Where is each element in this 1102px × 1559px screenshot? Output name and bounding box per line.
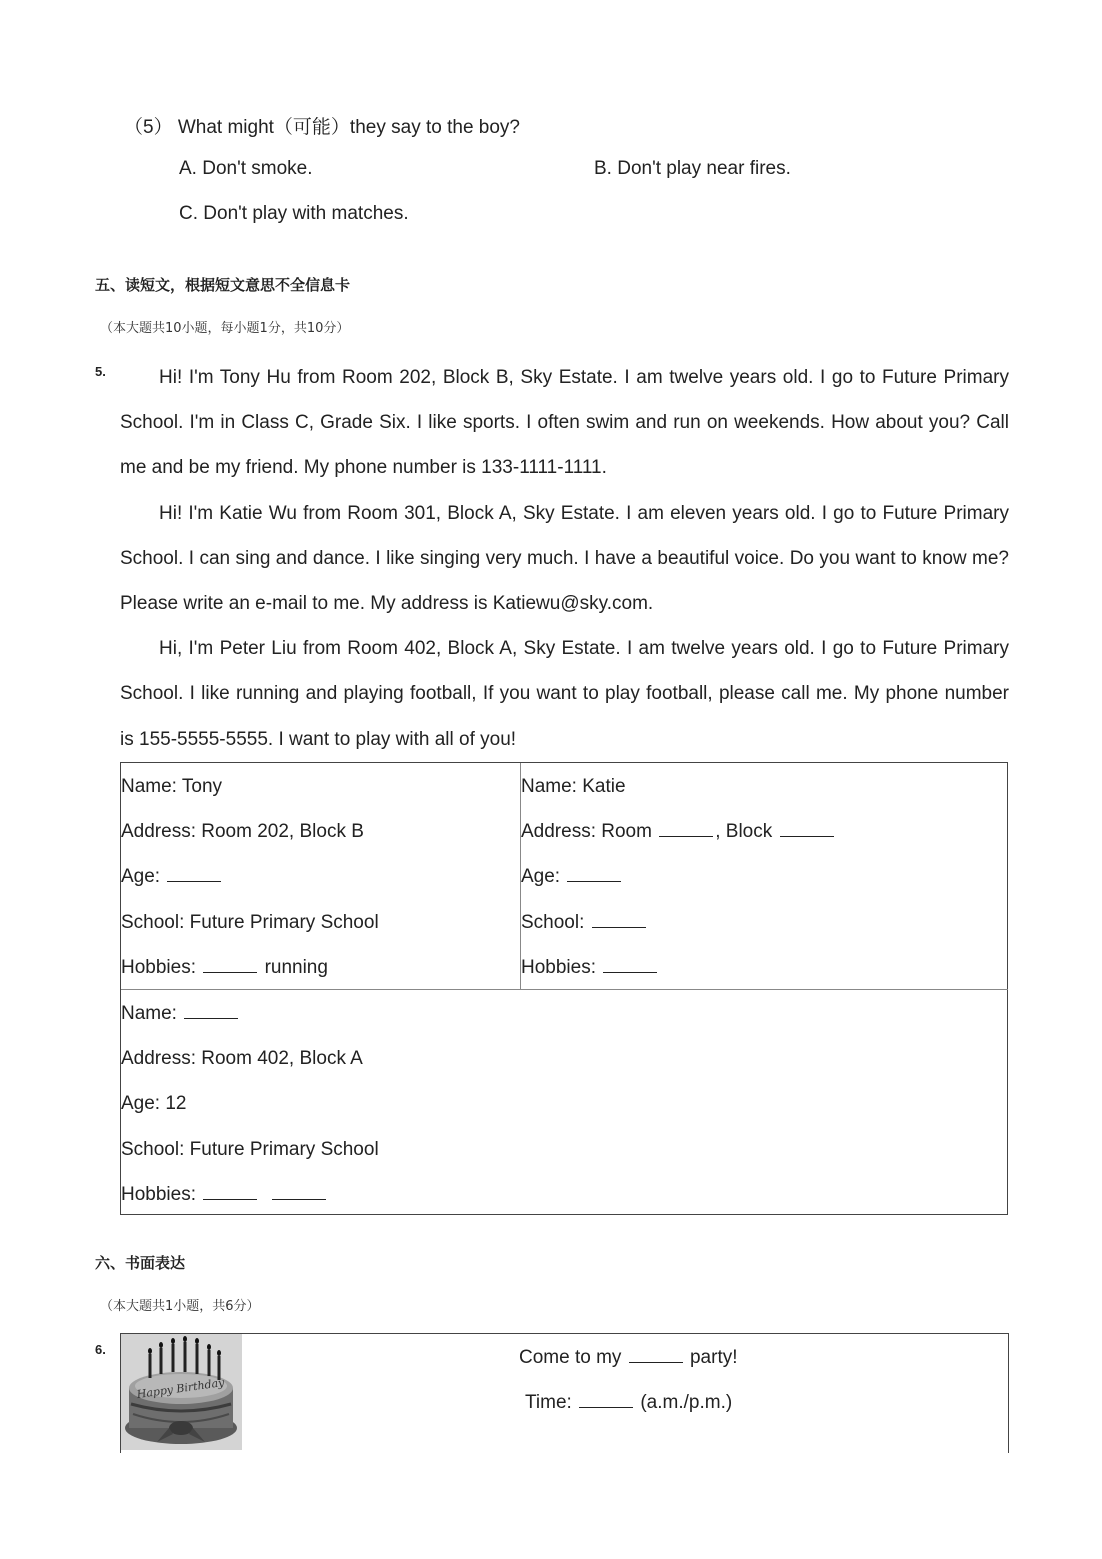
invite-line-1-suffix: party! [689,1347,738,1368]
invite-line-2-suffix: (a.m./p.m.) [640,1392,733,1413]
katie-address-mid: , Block [715,821,773,843]
cake-text: Happy Birthday [135,1375,226,1402]
katie-hobbies-row [521,945,1008,990]
katie-age-label: Age: [521,866,561,888]
invite-line-1-prefix: Come to my [519,1347,622,1368]
peter-school: School: Future Primary School [121,1138,379,1160]
tony-age-label: Age: [121,866,161,888]
peter-hobbies-row [121,1172,1008,1217]
birthday-cake-icon [121,1334,242,1450]
tony-age-row [121,854,520,899]
tony-hobbies-row [121,945,520,990]
reading-passage [120,355,1009,762]
tony-name: Name: Tony [121,776,223,797]
katie-school-label: School: [521,911,585,933]
katie-block-blank[interactable] [780,820,834,837]
katie-school-row [521,900,1008,945]
peter-name-blank[interactable] [184,1002,238,1019]
tony-address: Address: Room 202, Block B [121,821,364,843]
passage-paragraph-peter: Hi, I'm Peter Liu from Room 402, Block A, Sky Estate. I am twelve years old. I go to Future Primary School. I like running and playing football, If you want to play football, please call me. My phone number is 155-5555-5555. I want to play with all of you! [120,638,1009,750]
peter-hobbies-blank-1[interactable] [203,1183,257,1200]
tony-hobbies-label: Hobbies: [121,956,196,978]
katie-address-row [521,809,1008,854]
katie-school-blank[interactable] [592,911,646,928]
info-card-tony [121,763,521,990]
peter-name-label: Name: [121,1003,177,1024]
invitation-card [120,1333,1009,1453]
time-blank[interactable] [579,1391,633,1408]
passage-paragraph-katie: Hi! I'm Katie Wu from Room 301, Block A, Sky Estate. I am eleven years old. I go to Future Primary School. I can sing and dance. I like singing very much. I have a beautiful voice. Do you want to know me? Please write an e-mail to me. My address is Katiewu@sky.com. [120,502,1009,615]
option-b: B. Don't play near fires. [594,158,791,179]
party-type-blank[interactable] [629,1346,683,1363]
tony-school: School: Future Primary School [121,911,379,933]
katie-age-blank[interactable] [567,865,621,882]
tony-hobbies-blank[interactable] [203,956,257,973]
katie-age-row [521,854,1008,899]
section-6-note: （本大题共1小题，共6分） [100,1299,260,1314]
passage-paragraph-tony: Hi! I'm Tony Hu from Room 202, Block B, Sky Estate. I am twelve years old. I go to Future Primary School. I'm in Class C, Grade Six. I like sports. I often swim and run on weekends. How about you? Call me and be my friend. My phone number is 133-1111-1111. [120,367,1009,479]
katie-hobbies-blank[interactable] [603,956,657,973]
katie-address-label: Address: Room [521,821,652,843]
option-c: C. Don't play with matches. [179,203,409,224]
peter-name-row [121,991,1008,1036]
question-5-sub: （5） What might（可能）they say to the boy? [124,117,520,138]
question-number-5: 5. [95,364,106,379]
section-5-title: 五、读短文，根据短文意思不全信息卡 [95,276,351,294]
invite-line-2 [525,1391,732,1414]
invite-line-2-prefix: Time: [525,1392,572,1413]
tony-hobbies-suffix: running [264,956,328,978]
katie-name: Name: Katie [521,776,626,797]
peter-hobbies-blank-2[interactable] [272,1183,326,1200]
section-6-title: 六、书面表达 [95,1254,186,1272]
option-a: A. Don't smoke. [179,158,313,179]
info-card-katie [521,763,1008,990]
invite-line-1 [519,1346,738,1369]
section-5-note: （本大题共10小题，每小题1分，共10分） [100,321,350,336]
katie-room-blank[interactable] [659,820,713,837]
katie-hobbies-label: Hobbies: [521,956,596,978]
tony-age-blank[interactable] [167,865,221,882]
peter-hobbies-label: Hobbies: [121,1183,196,1205]
info-card-peter [121,990,1008,1215]
peter-age: Age: 12 [121,1093,187,1115]
peter-address: Address: Room 402, Block A [121,1048,363,1070]
question-number-6: 6. [95,1342,106,1357]
info-card-table [120,762,1008,1215]
